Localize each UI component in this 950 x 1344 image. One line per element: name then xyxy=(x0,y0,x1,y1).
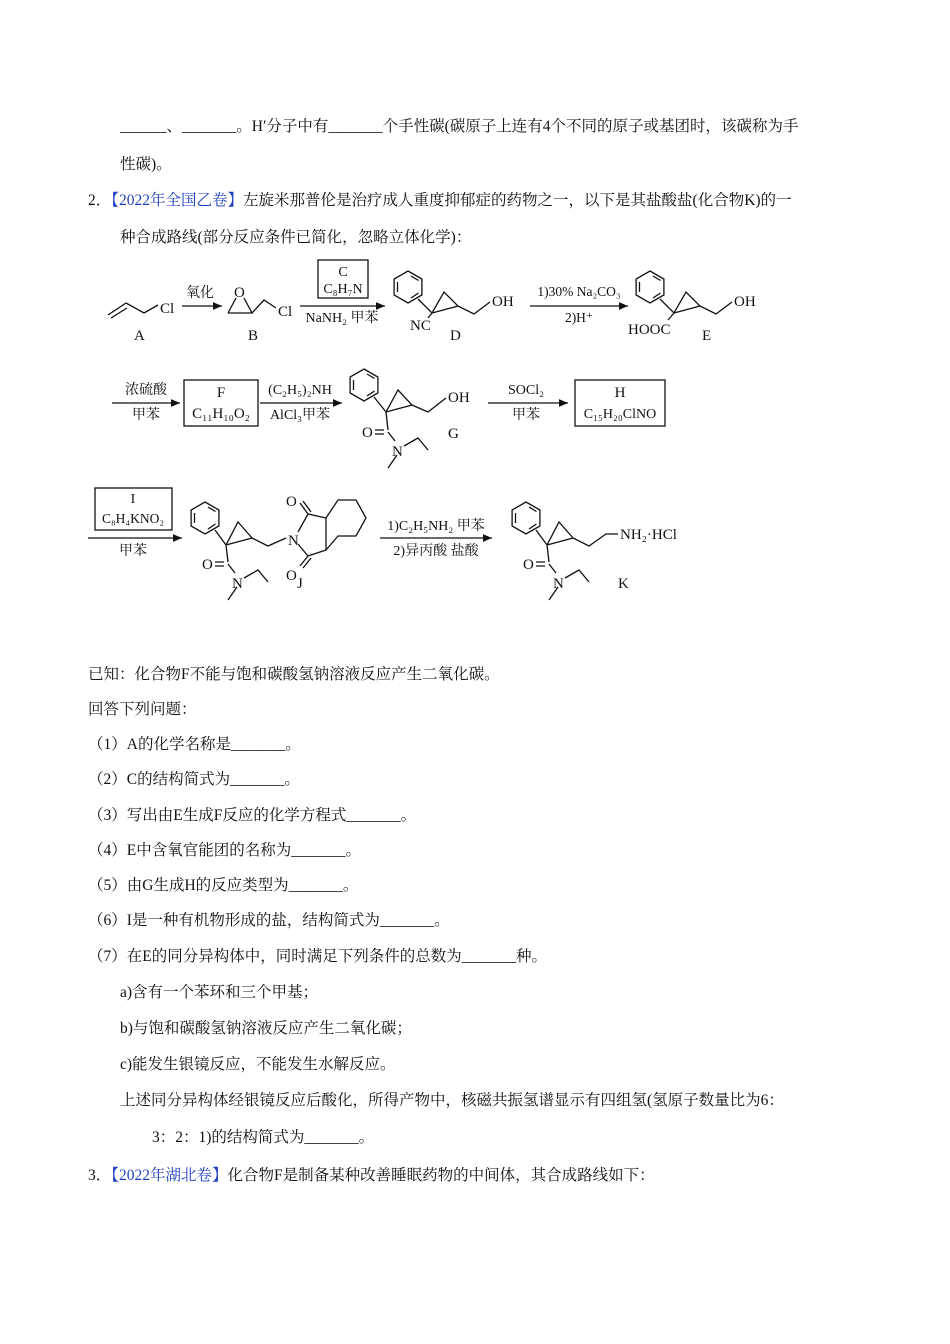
arrow-step-4 xyxy=(112,382,180,423)
arrow-step-3 xyxy=(530,284,628,325)
svg-text:A: A xyxy=(134,328,145,344)
svg-text:O: O xyxy=(286,494,297,510)
svg-text:2)异丙酸 盐酸: 2)异丙酸 盐酸 xyxy=(393,544,479,559)
svg-text:2)H⁺: 2)H⁺ xyxy=(564,310,594,325)
svg-text:OH: OH xyxy=(734,294,756,310)
question-3-line xyxy=(88,1166,655,1186)
svg-text:N: N xyxy=(553,576,564,592)
sub-question: （7）在E的同分异构体中，同时满足下列条件的总数为_______种。 xyxy=(88,948,547,965)
svg-text:NC: NC xyxy=(410,318,431,334)
svg-text:K: K xyxy=(618,576,629,592)
svg-text:NH₂·HCl: NH₂·HCl xyxy=(620,527,677,543)
svg-text:O: O xyxy=(286,568,297,584)
svg-text:B: B xyxy=(248,328,259,344)
svg-text:J: J xyxy=(297,576,303,592)
sub-question: （2）C的结构简式为_______。 xyxy=(88,771,300,788)
arrow-step-2 xyxy=(300,260,385,326)
known-condition: 已知：化合物F不能与饱和碳酸氢钠溶液反应产生二氧化碳。 xyxy=(88,666,500,683)
svg-text:H: H xyxy=(614,385,626,401)
sub-question: （1）A的化学名称是_______。 xyxy=(88,736,301,753)
svg-text:1)C₂H₅NH₂ 甲苯: 1)C₂H₅NH₂ 甲苯 xyxy=(387,519,485,534)
question-stem: 种合成路线(部分反应条件已简化，忽略立体化学)： xyxy=(120,229,472,246)
svg-text:C: C xyxy=(338,265,348,280)
compound-E xyxy=(628,271,756,344)
svg-text:1)30% Na₂CO₃: 1)30% Na₂CO₃ xyxy=(537,284,621,299)
question-source: 【2022年湖北卷】 xyxy=(111,1167,228,1184)
svg-text:Cl: Cl xyxy=(278,304,293,320)
question-stem: 化合物F是制备某种改善睡眠药物的中间体，其合成路线如下： xyxy=(227,1167,655,1184)
svg-text:氧化: 氧化 xyxy=(186,286,214,301)
compound-G xyxy=(350,369,470,468)
svg-text:G: G xyxy=(448,426,459,442)
arrow-step-8 xyxy=(380,518,492,559)
compound-K xyxy=(512,502,677,600)
svg-text:AlCl₃甲苯: AlCl₃甲苯 xyxy=(269,408,331,423)
compound-H-box xyxy=(575,380,665,426)
svg-text:HOOC: HOOC xyxy=(628,322,671,338)
question-stem: 左旋米那普伦是治疗成人重度抑郁症的药物之一，以下是其盐酸盐(化合物K)的一 xyxy=(243,192,792,209)
svg-text:(C₂H₅)₂NH: (C₂H₅)₂NH xyxy=(268,383,332,398)
sub-question: （3）写出由E生成F反应的化学方程式_______。 xyxy=(88,807,417,824)
compound-B xyxy=(228,285,292,344)
answer-prompt: 回答下列问题： xyxy=(88,701,197,718)
synthesis-scheme xyxy=(0,0,950,620)
prev-question-line: ______、_______。H′分子中有_______个手性碳(碳原子上连有4个不同的原子或基团时，该碳称为手 xyxy=(120,118,799,135)
arrow-step-5 xyxy=(260,383,342,423)
arrow-step-1 xyxy=(182,285,222,306)
svg-text:E: E xyxy=(702,328,712,344)
sub-question: （5）由G生成H的反应类型为_______。 xyxy=(88,877,359,894)
arrow-step-7 xyxy=(88,488,182,559)
svg-text:N: N xyxy=(232,576,243,592)
svg-text:O: O xyxy=(234,285,245,301)
svg-text:D: D xyxy=(450,328,461,344)
compound-F-box xyxy=(184,380,258,426)
compound-D xyxy=(394,271,514,344)
question-number: 3． xyxy=(88,1167,112,1184)
svg-text:C₁₅H₂₀ClNO: C₁₅H₂₀ClNO xyxy=(583,407,657,422)
prev-question-line: 性碳)。 xyxy=(120,156,172,173)
sub-question: （4）E中含氧官能团的名称为_______。 xyxy=(88,842,361,859)
arrow-step-6 xyxy=(488,383,568,423)
compound-J xyxy=(191,494,366,600)
svg-text:浓硫酸: 浓硫酸 xyxy=(125,383,167,398)
svg-text:C₈H₄KNO₂: C₈H₄KNO₂ xyxy=(101,511,165,526)
sub-question: （6）I是一种有机物形成的盐，结构简式为_______。 xyxy=(88,912,450,929)
svg-text:N: N xyxy=(288,533,299,549)
svg-text:OH: OH xyxy=(448,390,470,406)
question-source: 【2022年全国乙卷】 xyxy=(111,192,244,209)
condition-item: a)含有一个苯环和三个甲基； xyxy=(120,984,319,1001)
question-number: 2． xyxy=(88,192,112,209)
svg-text:Cl: Cl xyxy=(160,301,175,317)
svg-text:C₁₁H₁₀O₂: C₁₁H₁₀O₂ xyxy=(192,406,250,422)
svg-text:SOCl₂: SOCl₂ xyxy=(507,383,545,398)
svg-text:F: F xyxy=(216,385,226,401)
condition-item: c)能发生银镜反应，不能发生水解反应。 xyxy=(120,1056,396,1073)
svg-text:甲苯: 甲苯 xyxy=(132,408,160,423)
svg-text:O: O xyxy=(362,425,373,441)
svg-text:O: O xyxy=(202,557,213,573)
svg-text:I: I xyxy=(130,492,136,507)
svg-text:C₈H₇N: C₈H₇N xyxy=(323,282,363,297)
svg-text:N: N xyxy=(392,444,403,460)
followup-text: 3：2：1)的结构简式为_______。 xyxy=(152,1129,375,1146)
svg-text:NaNH₂ 甲苯: NaNH₂ 甲苯 xyxy=(305,311,379,326)
followup-text: 上述同分异构体经银镜反应后酸化，所得产物中，核磁共振氢谱显示有四组氢(氢原子数量比为6： xyxy=(120,1092,784,1109)
svg-text:O: O xyxy=(523,557,534,573)
compound-A xyxy=(108,301,174,344)
svg-text:甲苯: 甲苯 xyxy=(512,408,540,423)
svg-text:OH: OH xyxy=(492,294,514,310)
svg-text:甲苯: 甲苯 xyxy=(119,544,147,559)
condition-item: b)与饱和碳酸氢钠溶液反应产生二氧化碳； xyxy=(120,1020,412,1037)
